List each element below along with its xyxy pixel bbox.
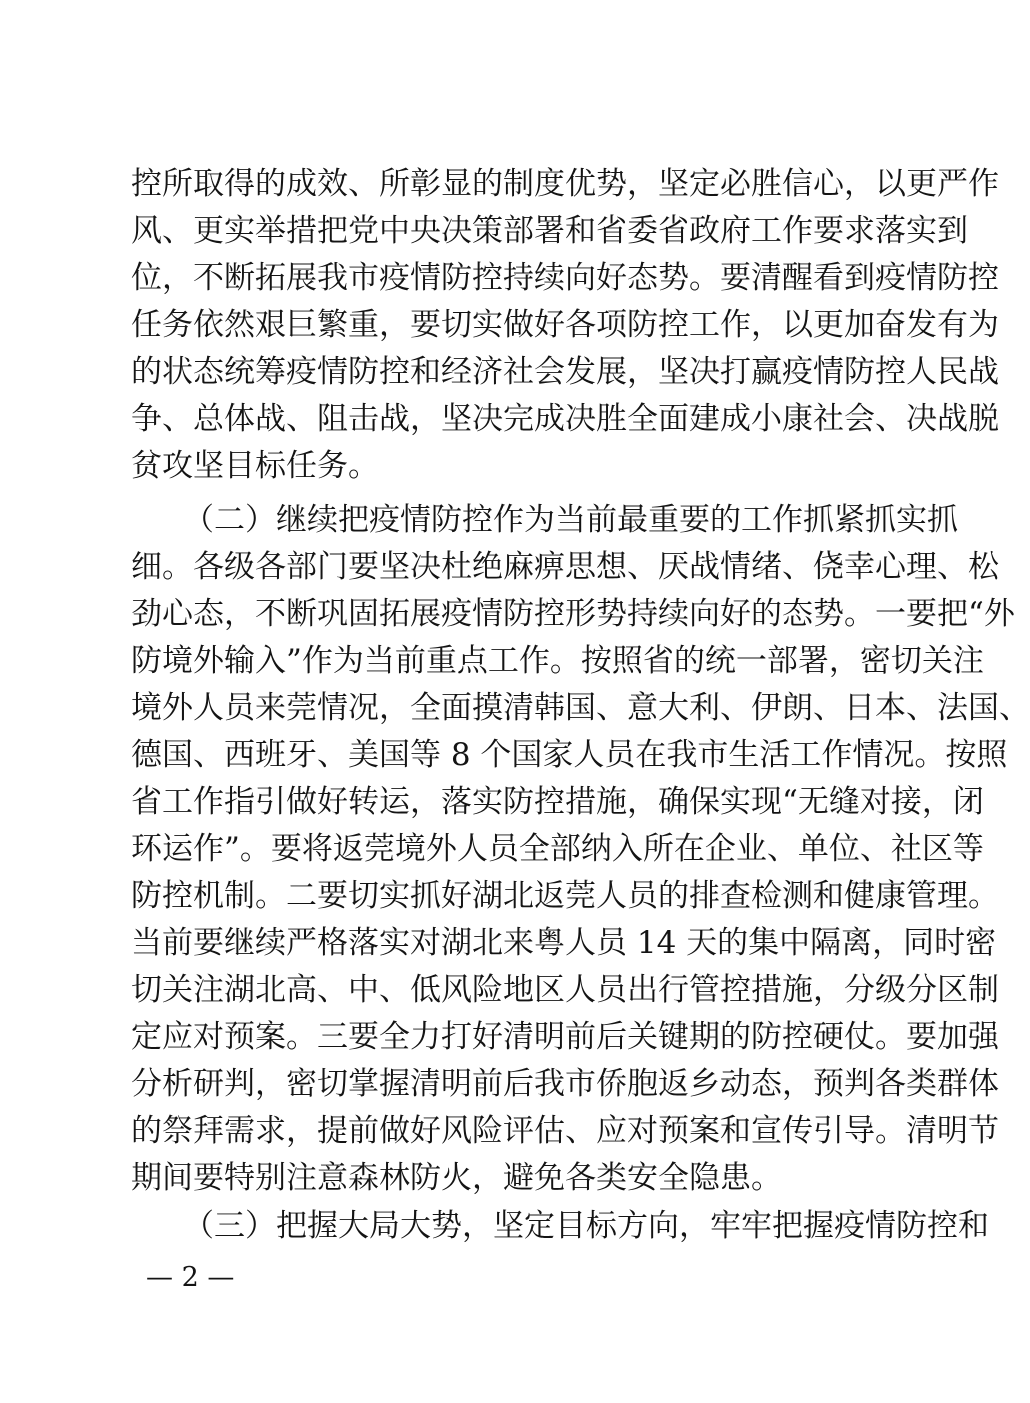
text-line-14: 省工作指引做好转运，落实防控措施，确保实现“无缝对接，闭 bbox=[131, 784, 984, 820]
text-line-19: 定应对预案。三要全力打好清明前后关键期的防控硬仗。要加强 bbox=[131, 1019, 999, 1055]
text-line-9: 细。各级各部门要坚决杜绝麻痹思想、厌战情绪、侥幸心理、松 bbox=[131, 549, 999, 585]
text-line-5: 的状态统筹疫情防控和经济社会发展，坚决打赢疫情防控人民战 bbox=[131, 354, 999, 390]
text-line-2: 风、更实举措把党中央决策部署和省委省政府工作要求落实到 bbox=[131, 213, 968, 249]
page-number: — 2 — bbox=[146, 1262, 235, 1293]
text-line-6: 争、总体战、阻击战，坚决完成决胜全面建成小康社会、决战脱 bbox=[131, 401, 999, 437]
text-line-1: 控所取得的成效、所彰显的制度优势，坚定必胜信心，以更严作 bbox=[131, 166, 999, 202]
text-line-20: 分析研判，密切掌握清明前后我市侨胞返乡动态，预判各类群体 bbox=[131, 1066, 999, 1102]
text-line-7: 贫攻坚目标任务。 bbox=[131, 448, 379, 484]
text-line-16: 防控机制。二要切实抓好湖北返莞人员的排查检测和健康管理。 bbox=[131, 878, 999, 914]
text-line-12: 境外人员来莞情况，全面摸清韩国、意大利、伊朗、日本、法国、 bbox=[131, 690, 1030, 726]
text-line-4: 任务依然艰巨繁重，要切实做好各项防控工作，以更加奋发有为 bbox=[131, 307, 999, 343]
text-line-17: 当前要继续严格落实对湖北来粤人员 14 天的集中隔离，同时密 bbox=[131, 925, 997, 961]
text-line-3: 位，不断拓展我市疫情防控持续向好态势。要清醒看到疫情防控 bbox=[131, 260, 999, 296]
text-line-10: 劲心态，不断巩固拓展疫情防控形势持续向好的态势。一要把“外 bbox=[131, 596, 1015, 632]
text-line-11: 防境外输入”作为当前重点工作。按照省的统一部署，密切关注 bbox=[131, 643, 984, 679]
section-heading-3: （三）把握大局大势，坚定目标方向，牢牢把握疫情防控和 bbox=[183, 1208, 989, 1244]
text-line-15: 环运作”。要将返莞境外人员全部纳入所在企业、单位、社区等 bbox=[131, 831, 984, 867]
text-line-18: 切关注湖北高、中、低风险地区人员出行管控措施，分级分区制 bbox=[131, 972, 999, 1008]
text-line-21: 的祭拜需求，提前做好风险评估、应对预案和宣传引导。清明节 bbox=[131, 1113, 999, 1149]
section-heading-2: （二）继续把疫情防控作为当前最重要的工作抓紧抓实抓 bbox=[183, 502, 958, 538]
text-line-22: 期间要特别注意森林防火，避免各类安全隐患。 bbox=[131, 1160, 782, 1196]
text-line-13: 德国、西班牙、美国等 8 个国家人员在我市生活工作情况。按照 bbox=[131, 737, 1008, 773]
